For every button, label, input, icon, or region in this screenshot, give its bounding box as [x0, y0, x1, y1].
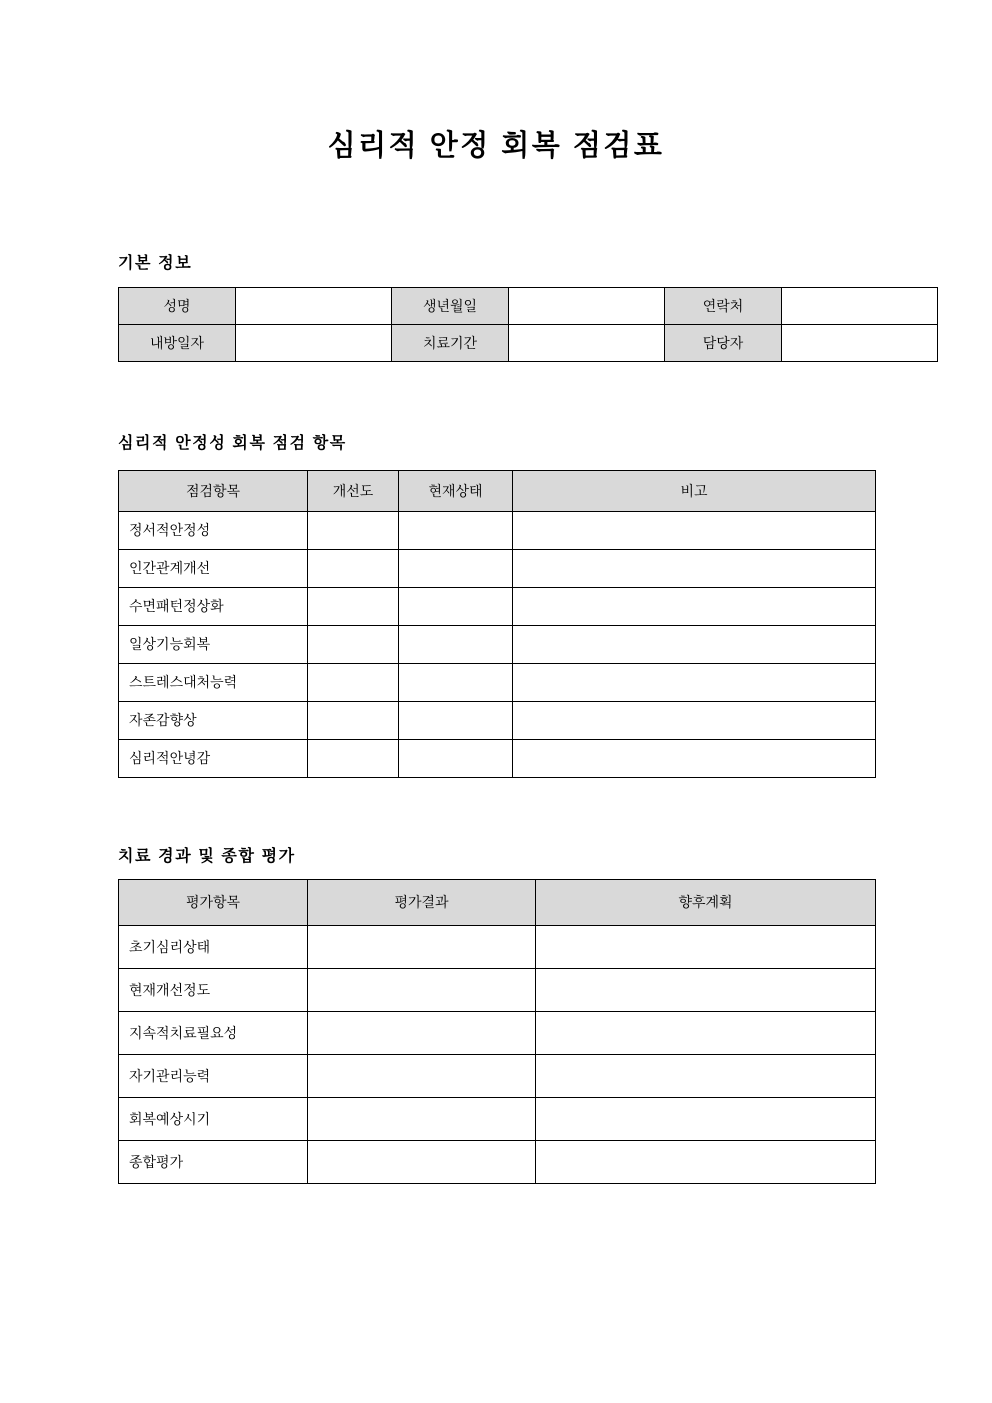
- cell-note[interactable]: [513, 626, 876, 664]
- field-value-counselor[interactable]: [782, 325, 938, 362]
- table-header-row: [119, 471, 876, 512]
- page-title: 심리적 안정 회복 점검표: [327, 130, 665, 162]
- field-label-contact: 연락처: [665, 288, 782, 325]
- cell-evaluation-result[interactable]: [308, 926, 536, 969]
- field-label-birthdate: 생년월일: [392, 288, 509, 325]
- cell-future-plan[interactable]: [536, 1141, 876, 1184]
- cell-evaluation-result[interactable]: [308, 1055, 536, 1098]
- column-header-current-state: 현재상태: [399, 471, 513, 512]
- column-header-note: 비고: [513, 471, 876, 512]
- cell-current-state[interactable]: [399, 626, 513, 664]
- cell-future-plan[interactable]: [536, 926, 876, 969]
- field-label-treatment-period: 치료기간: [392, 325, 509, 362]
- cell-current-state[interactable]: [399, 664, 513, 702]
- row-label-relationship-improvement: 인간관계개선: [119, 550, 308, 588]
- field-value-name[interactable]: [236, 288, 392, 325]
- evaluation-table: [118, 879, 876, 1184]
- table-row: [119, 588, 876, 626]
- row-label-daily-function-recovery: 일상기능회복: [119, 626, 308, 664]
- cell-improvement[interactable]: [308, 550, 399, 588]
- checklist-table: [118, 470, 876, 778]
- table-row: [119, 626, 876, 664]
- table-row: [119, 702, 876, 740]
- column-header-evaluation-result: 평가결과: [308, 880, 536, 926]
- cell-evaluation-result[interactable]: [308, 1141, 536, 1184]
- cell-current-state[interactable]: [399, 550, 513, 588]
- column-header-improvement: 개선도: [308, 471, 399, 512]
- cell-improvement[interactable]: [308, 512, 399, 550]
- cell-future-plan[interactable]: [536, 1012, 876, 1055]
- table-row: [119, 664, 876, 702]
- section-heading-checklist: 심리적 안정성 회복 점검 항목: [118, 435, 347, 452]
- table-row: [119, 288, 938, 325]
- table-row: [119, 740, 876, 778]
- cell-note[interactable]: [513, 664, 876, 702]
- field-label-visit-date: 내방일자: [119, 325, 236, 362]
- field-value-treatment-period[interactable]: [509, 325, 665, 362]
- table-row: [119, 1141, 876, 1184]
- row-label-psychological-wellbeing: 심리적안녕감: [119, 740, 308, 778]
- field-value-birthdate[interactable]: [509, 288, 665, 325]
- cell-improvement[interactable]: [308, 588, 399, 626]
- cell-improvement[interactable]: [308, 702, 399, 740]
- table-row: [119, 1055, 876, 1098]
- cell-future-plan[interactable]: [536, 969, 876, 1012]
- row-label-emotional-stability: 정서적안정성: [119, 512, 308, 550]
- section-heading-evaluation: 치료 경과 및 종합 평가: [118, 848, 296, 865]
- cell-future-plan[interactable]: [536, 1055, 876, 1098]
- cell-note[interactable]: [513, 740, 876, 778]
- cell-note[interactable]: [513, 702, 876, 740]
- field-label-name: 성명: [119, 288, 236, 325]
- row-label-initial-psychological-state: 초기심리상태: [119, 926, 308, 969]
- basic-info-table: [118, 287, 938, 362]
- table-row: [119, 1098, 876, 1141]
- row-label-continued-treatment-need: 지속적치료필요성: [119, 1012, 308, 1055]
- row-label-self-esteem-improvement: 자존감향상: [119, 702, 308, 740]
- cell-current-state[interactable]: [399, 740, 513, 778]
- row-label-expected-recovery-time: 회복예상시기: [119, 1098, 308, 1141]
- cell-note[interactable]: [513, 550, 876, 588]
- cell-improvement[interactable]: [308, 664, 399, 702]
- table-header-row: [119, 880, 876, 926]
- column-header-future-plan: 향후계획: [536, 880, 876, 926]
- field-value-contact[interactable]: [782, 288, 938, 325]
- row-label-current-improvement-level: 현재개선정도: [119, 969, 308, 1012]
- row-label-sleep-pattern-normalization: 수면패턴정상화: [119, 588, 308, 626]
- cell-improvement[interactable]: [308, 626, 399, 664]
- cell-improvement[interactable]: [308, 740, 399, 778]
- section-heading-basic-info: 기본 정보: [118, 255, 193, 272]
- table-row: [119, 512, 876, 550]
- cell-evaluation-result[interactable]: [308, 969, 536, 1012]
- cell-evaluation-result[interactable]: [308, 1012, 536, 1055]
- row-label-overall-evaluation: 종합평가: [119, 1141, 308, 1184]
- table-row: [119, 325, 938, 362]
- field-label-counselor: 담당자: [665, 325, 782, 362]
- cell-note[interactable]: [513, 588, 876, 626]
- cell-future-plan[interactable]: [536, 1098, 876, 1141]
- column-header-item: 점검항목: [119, 471, 308, 512]
- table-row: [119, 550, 876, 588]
- cell-current-state[interactable]: [399, 588, 513, 626]
- cell-current-state[interactable]: [399, 512, 513, 550]
- table-row: [119, 969, 876, 1012]
- cell-current-state[interactable]: [399, 702, 513, 740]
- row-label-stress-coping-ability: 스트레스대처능력: [119, 664, 308, 702]
- table-row: [119, 1012, 876, 1055]
- column-header-evaluation-item: 평가항목: [119, 880, 308, 926]
- cell-note[interactable]: [513, 512, 876, 550]
- cell-evaluation-result[interactable]: [308, 1098, 536, 1141]
- row-label-self-management-ability: 자기관리능력: [119, 1055, 308, 1098]
- field-value-visit-date[interactable]: [236, 325, 392, 362]
- table-row: [119, 926, 876, 969]
